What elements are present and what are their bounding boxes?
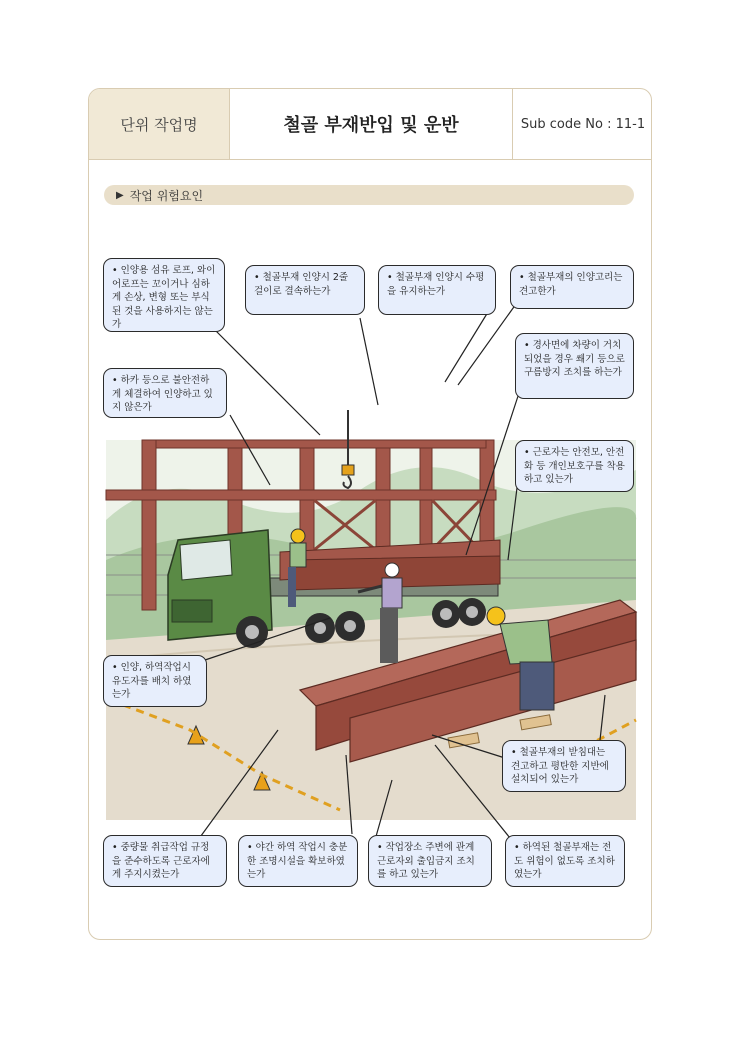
callout-lifting-hook: • 철골부재의 인양고리는 견고한가 (510, 265, 634, 309)
callout-protective-gear: • 근로자는 안전모, 안전화 등 개인보호구를 착용하고 있는가 (515, 440, 634, 492)
callout-heavy-load-rules: • 중량물 취급작업 규정을 준수하도록 근로자에게 주지시켰는가 (103, 835, 227, 887)
callout-tip-over-prevention: • 하역된 철골부재는 전도 위험이 없도록 조치하였는가 (505, 835, 625, 887)
callout-level-lifting: • 철골부재 인양시 수평을 유지하는가 (378, 265, 496, 315)
callout-wheel-chocks: • 경사면에 차량이 거치되었을 경우 쐐기 등으로 구름방지 조치를 하는가 (515, 333, 634, 399)
page-title: 철골 부재반입 및 운반 (283, 115, 459, 136)
section-title: 작업 위험요인 (129, 188, 204, 203)
callout-night-lighting: • 야간 하역 작업시 충분한 조명시설을 확보하였는가 (238, 835, 358, 887)
callout-two-line-sling: • 철골부재 인양시 2줄 걸이로 결속하는가 (245, 265, 365, 315)
sub-code: Sub code No : 11-1 (512, 89, 653, 159)
unit-label: 단위 작업명 (89, 89, 230, 159)
callout-beam-supports: • 철골부재의 받침대는 견고하고 평탄한 지반에 설치되어 있는가 (502, 740, 626, 792)
callout-rope-condition: • 인양용 섬유 로프, 와이어로프는 꼬이거나 심하게 손상, 변형 또는 부식된 것을 사용하지는 않는가 (103, 258, 225, 332)
callout-unsafe-fastening: • 하카 등으로 불안전하게 체결하여 인양하고 있지 않은가 (103, 368, 227, 418)
triangle-right-icon: ▶ (116, 189, 124, 201)
callout-signal-person: • 인양, 하역작업시 유도자를 배치 하였는가 (103, 655, 207, 707)
callout-access-control: • 작업장소 주변에 관계 근로자외 출입금지 조치를 하고 있는가 (368, 835, 492, 887)
